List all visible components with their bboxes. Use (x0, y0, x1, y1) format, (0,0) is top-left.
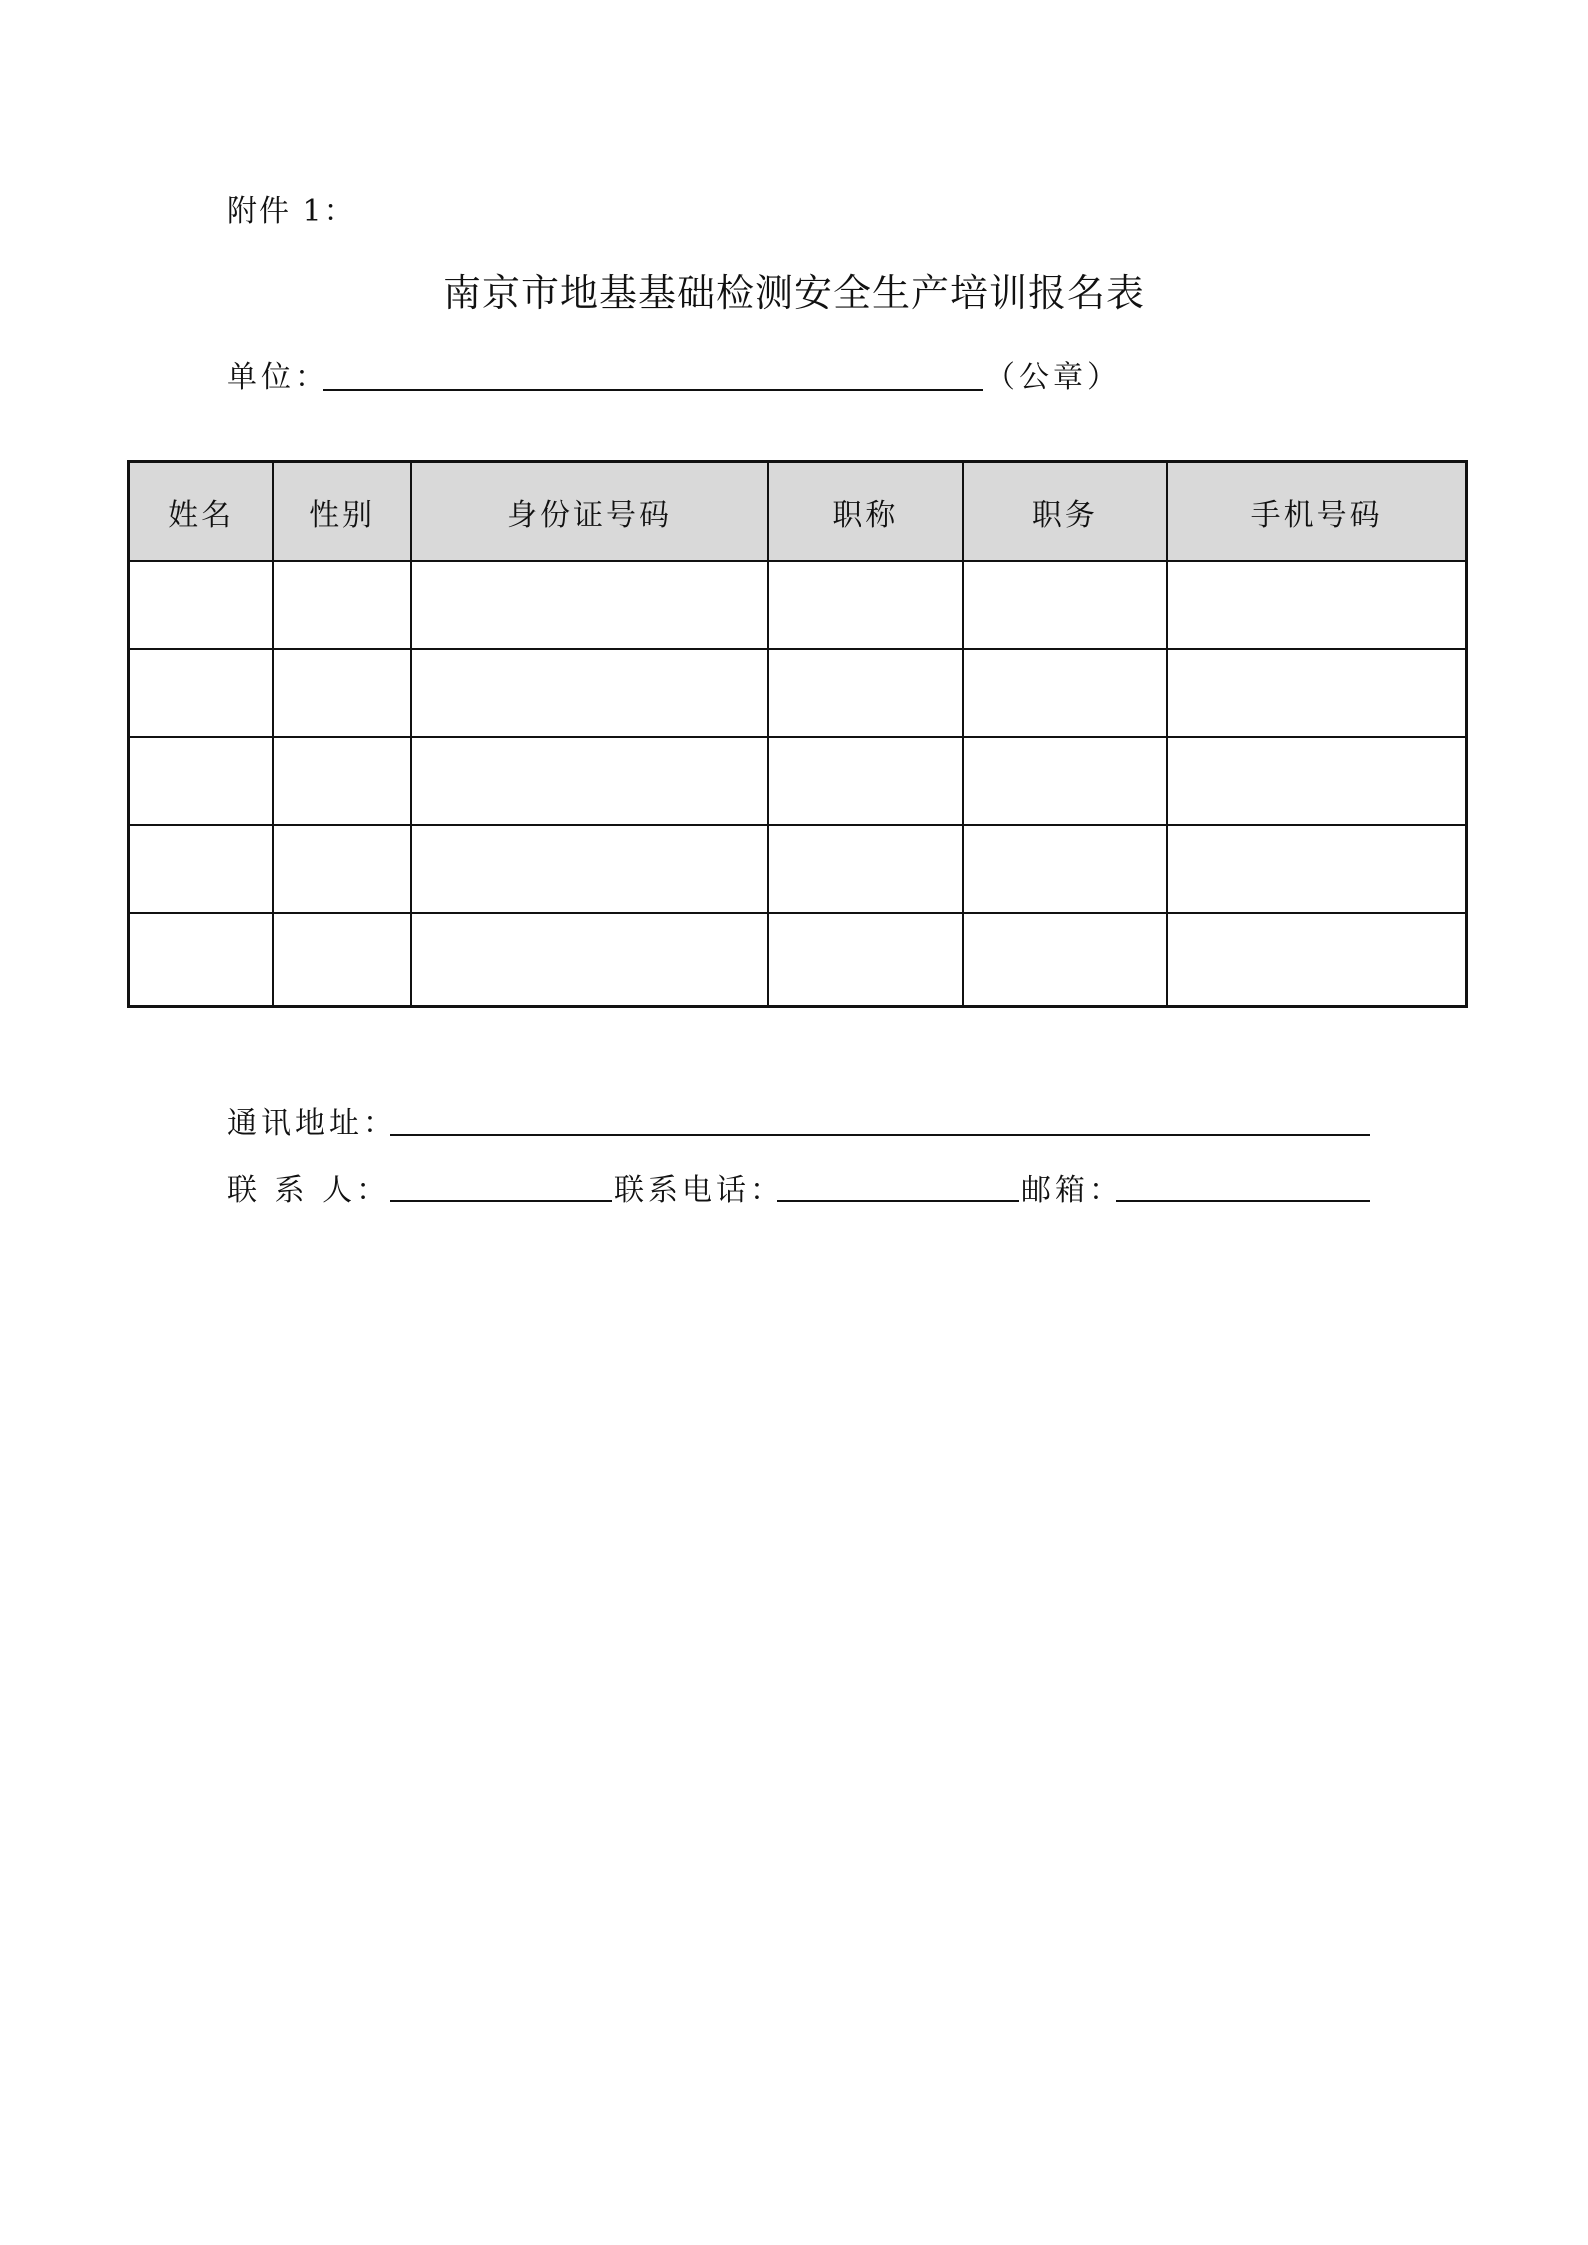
contact-person-field[interactable] (390, 1200, 612, 1202)
address-field[interactable] (390, 1134, 1370, 1136)
email-field[interactable] (1116, 1200, 1370, 1202)
table-cell[interactable] (129, 825, 274, 913)
table-cell[interactable] (1167, 649, 1466, 737)
table-row (129, 561, 1467, 649)
table-row (129, 649, 1467, 737)
table-cell[interactable] (273, 737, 411, 825)
address-label: 通讯地址： (227, 1106, 397, 1141)
table-row (129, 825, 1467, 913)
table-cell[interactable] (963, 913, 1168, 1007)
table-row (129, 737, 1467, 825)
table-cell[interactable] (129, 649, 274, 737)
table-cell[interactable] (273, 913, 411, 1007)
seal-note: （公章） (985, 360, 1121, 395)
table-cell[interactable] (963, 649, 1168, 737)
table-cell[interactable] (1167, 825, 1466, 913)
contact-person-label: 联 系 人： (227, 1173, 391, 1208)
table-cell[interactable] (273, 561, 411, 649)
unit-label: 单位： (227, 360, 329, 395)
unit-field[interactable] (323, 389, 983, 391)
header-name: 姓名 (129, 462, 274, 562)
attachment-label: 附件 1： (227, 194, 356, 229)
header-title: 职称 (768, 462, 963, 562)
table-cell[interactable] (411, 737, 768, 825)
table-cell[interactable] (768, 649, 963, 737)
header-gender: 性别 (273, 462, 411, 562)
registration-table (127, 460, 1468, 1008)
table-cell[interactable] (129, 913, 274, 1007)
table-header-row (129, 462, 1467, 562)
header-id-number: 身份证号码 (411, 462, 768, 562)
contact-phone-label: 联系电话： (614, 1173, 784, 1208)
table-cell[interactable] (273, 825, 411, 913)
table-cell[interactable] (411, 825, 768, 913)
header-position: 职务 (963, 462, 1168, 562)
table-cell[interactable] (768, 561, 963, 649)
email-label: 邮箱： (1021, 1173, 1123, 1208)
form-title: 南京市地基基础检测安全生产培训报名表 (442, 271, 1145, 315)
table-cell[interactable] (129, 561, 274, 649)
table-cell[interactable] (963, 737, 1168, 825)
table-cell[interactable] (963, 561, 1168, 649)
table-row (129, 913, 1467, 1007)
table-cell[interactable] (768, 825, 963, 913)
table-cell[interactable] (273, 649, 411, 737)
table-cell[interactable] (411, 913, 768, 1007)
table-cell[interactable] (1167, 561, 1466, 649)
contact-phone-field[interactable] (777, 1200, 1019, 1202)
table-cell[interactable] (411, 561, 768, 649)
table-cell[interactable] (1167, 913, 1466, 1007)
table-cell[interactable] (963, 825, 1168, 913)
table-cell[interactable] (1167, 737, 1466, 825)
table-cell[interactable] (129, 737, 274, 825)
table-cell[interactable] (411, 649, 768, 737)
header-mobile: 手机号码 (1167, 462, 1466, 562)
table-cell[interactable] (768, 913, 963, 1007)
table-cell[interactable] (768, 737, 963, 825)
